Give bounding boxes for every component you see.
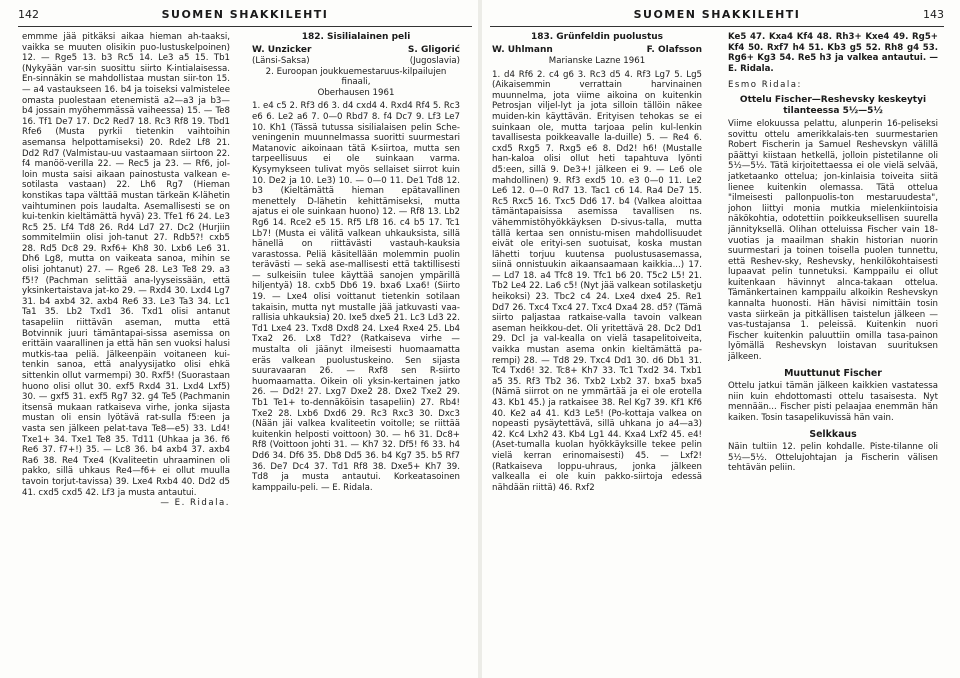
right-journal-title: SUOMEN SHAKKILEHTI	[633, 8, 801, 21]
game-182-moves: 1. e4 c5 2. Rf3 d6 3. d4 cxd4 4. Rxd4 Rf4 5. Rc3 e6 6. Le2 a6 7. 0—0 Rbd7 8. f4 Dc7 9. Lf3 Le7 10. Kh1 (Tässä tutussa sisilialaisen pelin Sche-veningenin muunnelmassa suoritti suurmestari Matanovic aikoinaan tätä K-siirtoa, mutta sen tarpeellisuus ei ole suinkaan varma. Kysymykseen tulivat myös sellaiset siirrot kuin 10. De2 ja 10. Le3) 10. — 0—0 11. De1 Td8 12. b3 (Kieltämättä hieman epätavallinen menettely D-lähetin kehittämiseksi, mutta ajatus ei ole suinkaan huono) 12. — Rf8 13. Lb2 Rg6 14. Rce2 e5 15. Rf5 Lf8 16. c4 b5 17. Tc1 Lb7! (Musta ei välitä valkean uhkauksista, sillä hänellä on riittävästi vastauh-kauksia varastossa. Peliä käsitellään molemmin puolin terävästi — sekä ase-mallisesti että taktillisesti — sulkeisiin tulee käyttää sanojen ympärillä hiljentyä) 18. cxb5 Db6 19. bxa6 Lxa6! (Siirto 19. — Lxe4 olisi voittanut tietenkin sotilaan takaisin, mutta nyt mustalle jää jatkuvasti vaa-rallisia uhkauksia) 20. Ixe5 dxe5 21. Lc3 Ld3 22. Td1 Lxe4 23. Txd8 Dxd8 24. Lxe4 Rxe4 25. Lb4 Txa2 26. Lx8 Td2? (Ratkaiseva virhe — mustalta oli jäänyt ilmeisesti huomaamatta eräs valkean puolustuskeino. Sen sijasta suuravaaran 26. — Rxf8 sen R-siirto huomaamatta. Oikein oli yksin-kertainen jatko 26. — Dd2! 27. Lxg7 Dxe2 28. Dxe2 Txe2 29. Tb1 Te1+ to-dennäköisin tasapeliin) 27. Rb4! Txe2 28. Lxb6 Dxd6 29. Rc3 Rxc3 30. Dxc3 (Nään jäi valkea kvaliteetin voitolle; se riittää kuitenkin helposti voittoon) 30. — h6 31. Dc8+ Rf8 (Voittoon johti 31. — Kh7 32. Df5! f6 33. h4 Dd6 34. Df6 35. Db8 Dd5 36. b4 Kg7 35. b5 Rf7 36. De7 Dc4 37. Td1 Rf8 38. Dxe5+ Kh7 39. Td8 ja musta antautui. Korkeatasoinen kamppailu-peli. — E. Ridala.	[252, 101, 460, 493]
left-journal-title: SUOMEN SHAKKILEHTI	[161, 8, 329, 21]
game-183-moves: 1. d4 Rf6 2. c4 g6 3. Rc3 d5 4. Rf3 Lg7 5. Lg5 (Aikaisemmin verrattain harvinainen muunnelma, jota viime aikoina on kuitenkin Petrosjan viljel-lyt ja jota silloin tällöin näkee muiden-kin käyttävän. Erityisen tehokas se ei suinkaan ole, mutta tarjoaa pelin kul-lenkin tavallisesta poikkeavalle la-duille) 5. — Re4 6. cxd5 Rxg5 7. Rxg5 e6 8. Dd2! h6! (Mustalle han-kaloa olisi ollut heti tapahtuva lyönti d5:een, sillä 9. De3+! jälkeen ei 9. — Le6 ole mahdollinen) 9. Rf3 exd5 10. e3 0—0 11. Le2 Le6 12. 0—0 Rd7 13. Tac1 c6 14. Ra4 De7 15. Rc5 Rxc5 16. Txc5 Dd6 17. b4 (Valkea aloittaa tämäntapaisissa asemissa tavallisen ns. vähemmistöhyökkäyksen D-sivus-talla, mutta tällä kertaa sen onnistu-misen mahdollisuudet eivät ole erityi-sen suotuisat, koska mustan lähetti torjuu kuutensa puolustusasemassa, siinä onnistuukin aikaansaamaan kaikkia...) 17. — Ld7 18. a4 Tfc8 19. Tfc1 b6 20. T5c2 L5! 21. Tb2 Le4 22. La6 c5! (Nyt jää valkean sotilasketju heikoksi) 23. Tbc2 c4 24. Lxe4 dxe4 25. Re1 Dd7 26. Txc4 Txc4 27. Txc4 Dxa4 28. d5? (Tämä siirto paljastaa ratkaise-valla tavoin valkean aseman heikkou-det. Oli yritettävä 28. Dc2 Dd1 29. Dcl ja val-kealla on vielä tasapelitoiveita, vaikka mustan asema onkin kieltämättä pa-rempi) 28. — Td8 29. Txc4 Dd1 30. d6 Db1 31. Tc4 Txd6! 32. Tc8+ Kh7 33. Tc1 Txd2 34. Txb1 a5 35. Rf3 Tb2 36. Txb2 Lxb2 37. bxa5 bxa5 (Nämä siirrot on ne ymmärtää ja ei ole erotella 43. Kb1 45.) ja ratkaisee 38. Rel Kg7 39. Kf1 Kf6 40. Ke2 a4 41. Kd3 Le5! (Po-kottaja valkea on nopeasti pysäytettävä, sillä uhkana jo a4—a3) 42. Kc4 Lxh2 43. Kb4 Lg1 44. Kxa4 Lxf2 45. e4! (Aset-tumalla kuolan hyökkäyksille tekee pelin vielä kerran erinomaisesti) 45. — Lxf2! (Ratkaiseva loppu-uhraus, jonka jälkeen valkealla ei ole kuin pakko-siirtoja edessä nähdään riittä) 46. Rxf2	[492, 69, 702, 493]
black-player: F. Olafsson	[646, 45, 702, 55]
column-2	[252, 32, 460, 672]
article-headline: Ottelu Fischer—Reshevsky keskeytyi tilanteessa 5½—5½	[739, 94, 927, 116]
section-2-body: Näin tultiin 12. pelin kohdalle. Piste-tilanne oli 5½—5½. Ottelujohtajan ja Fischerin välisen tehtävän peliin.	[728, 442, 938, 474]
right-running-head	[490, 8, 944, 26]
game-annotation-text: emmme jää pitkäksi aikaa hieman ah-taaksi, vaikka se muuten olisikin puo-lustuskelpoinen) 12. — Rge5 13. b3 Rc5 14. Le3 a5 15. Tb1 (Nykyään var-sin suosittu siirto K-intialaisessa. En-sinnäkin se mahdollistaa mustan siir-ton 15. — a4 vastaukseen 16. b4 ja toiseksi valmistelee omasta puolestaan etenemistä a2—a3 ja b3—b4 jossain myöhemmässä vaiheessa) 15. — Te8 16. Tf1 De7 17. Dc2 Red7 18. Rc3 Rf8 19. Tbd1 Rfe6 (Musta pyrkii tietenkin vaihtoihin asemansa helpottamiseksi) 20. Rde2 Lf8 21. Dd2 Rd7 (Valmistau-uu vastaamaan siirtoon 22. f4 manöö-verilla 22. — Rec5 ja 23. — Rf6, jol-loin musta saisi aikaan painostusta valkean e-sotilasta vastaan) 22. Lh6 Rg7 (Hieman konstikas tapa välttää mustan tärkeän K-lähetin vaihtuminen pois laudalta. Asemallisesti se on kui-tenkin kieltämättä hyvä) 23. Tfe1 f6 24. Le3 Rc5 25. Lf4 Td8 26. Rd4 Ld7 27. Dc2 (Hurjiin sommitelmiin olisi joh-tanut 27. Rdb5?! cxb5 28. Rd5 Dc8 29. Rxf6+ Kh8 30. Lxb6 Le6 31. Dh6 Lg8, mutta on vaikeata sanoa, mihin se olisi johtanut) 27. — Rge6 28. Le3 Te8 29. a3 f5!? (Pachman selittää ana-lyyseissään, että yksinkertaistava jat-ko 29. — Rxd4 30. Lxd4 Lg7 31. b4 axb4 32. axb4 Re6 33. Le3 Ta3 34. Lc1 Ta1 35. Lb2 Txd1 36. Txd1 olisi antanut tasapeliin riittävän aseman, mutta että Botvinnik juuri tämäntapai-sissa asemissa on erittäin vaarallinen ja että hän sen vuoksi halusi mutkis-taa peliä. Jälkeenpäin voitaneen kui-tenkin sanoa, että analyysijatko olisi ehkä sittenkin ollut varmempi) 30. Rxf5! (Suorastaan huono olisi ollut 30. exf5 Rxd4 31. Lxd4 Lxf5) 30. — gxf5 31. exf5 Rg7 32. g4 Te5 (Pachmanin itsensä mukaan ratkaiseva virhe, jonka sijasta mustan oli ensin lyötävä rat-sulla f5:een ja vasta sen jälkeen pelat-tava Te8—e5) 33. Ld4! Txe1+ 34. Txe1 Te8 35. Td11 (Uhkaa ja 36. f6 Re6 37. f7+!) 35. — Lc8 36. b4 axb4 37. axb4 Ra6 38. Re4 Txe4 (Kvaliteetin uhraaminen oli pakko, sillä uhkaus Re4—f6+ ei ollut muulla tavoin torjut-tavissa) 39. Lxe4 Rxb4 40. Dd2 d5 41. cxd5 cxd5 42. Lf3 ja musta antautui.	[22, 32, 230, 498]
article-body: Viime elokuussa pelattu, alunperin 16-peliseksi sovittu ottelu amerikkalais-ten suurmestarien Robert Fischerin ja Samuel Reshevskyn välillä päättyi kiistaan hetkellä, jolloin pistetilanne oli 5½—5½. Tätä kirjoitettaessa ei ole vielä selvää, jatketaanko ottelua; jon-kinlaisia toiveita siitä lienee kuitenkin olemassa. Tätä ottelua "ilmeisesti pallonpuolis-ton mestaruudesta", johon liittyi monia mutkia mielenkiintoisia näkökohtia, odotettiin poikkeuksellisen suurella jännityksellä. Olihan otteluissa Fischer vain 18-vuotias ja maailman shakin historian nuorin suurmestari ja toinen toisella puolen tunnettu, että Reshev-sky, Reshevsky, henkilökohtaisesti lupaavat pelin tunnetuksi. Kamppailu ei ollut kuitenkaan hävinnyt alnca-takaan ottelua. Tämänkertainen kamppailu alkoikin Reshevskyn kannalta huonosti. Hän hävisi nimittäin tosin vasta siirkeän ja pitkällisen taistelun jälkeen — vas-tustajansa 1. peleissä. Kuitenkin nuori Fischer kuitenkin paluuttiin omilla tasa-painon lyömällä Reshevskyn loistavan suurituksen jälkeen.	[728, 118, 938, 363]
left-page-number: 142	[18, 8, 39, 21]
section-heading-selkkaus: Selkkaus	[809, 428, 857, 440]
black-player: S. Gligorić	[407, 45, 460, 55]
game-183-place: Marianske Lazne 1961	[548, 56, 646, 66]
column-1	[22, 32, 230, 672]
game-183-conclusion: Ke5 47. Kxa4 Kf4 48. Rh3+ Kxe4 49. Rg5+ Kf4 50. Rxf7 h4 51. Kb3 g5 52. Rh8 g4 53. Rg6+ Kg3 54. Re5 h3 ja valkea antautui. — E. Ridala.	[728, 32, 938, 74]
white-country: (Länsi-Saksa)	[252, 56, 310, 66]
left-header-rule	[18, 26, 472, 27]
section-heading-muuttunut-fischer: Muuttunut Fischer	[784, 367, 882, 379]
right-page	[480, 0, 960, 678]
tournament-place: Oberhausen 1961	[317, 87, 395, 98]
author-signature: — E. Ridala.	[160, 498, 230, 509]
white-player: W. Uhlmann	[492, 45, 553, 55]
tournament-name: 2. Euroopan joukkuemestaruus-kilpailujen finaali,	[265, 66, 447, 88]
right-page-number: 143	[923, 8, 944, 21]
white-player: W. Unzicker	[252, 45, 312, 55]
section-body: Ottelu jatkui tämän jälkeen kaikkien vastatessa niin kuin ehdottomasti ottelu tasaisesta. Nyt mennään... Fischer pisti pelaajaa enemmän hän kaiken. Tosin tasapelikuvissä hän vain.	[728, 381, 938, 423]
game-183-players	[492, 45, 702, 56]
game-182-countries	[252, 56, 460, 67]
article-author: Esmo Ridala:	[728, 80, 802, 91]
game-182-players	[252, 45, 460, 56]
game-183-header	[492, 32, 702, 43]
column-4	[728, 32, 938, 672]
left-running-head	[18, 8, 472, 26]
black-country: (Jugoslavia)	[409, 56, 460, 66]
game-183-title: 183. Grünfeldin puolustus	[530, 32, 664, 42]
column-3	[492, 32, 702, 672]
right-header-rule	[490, 26, 944, 27]
game-182-header	[252, 32, 460, 43]
game-182-title: 182. Sisilialainen peli	[301, 32, 411, 42]
